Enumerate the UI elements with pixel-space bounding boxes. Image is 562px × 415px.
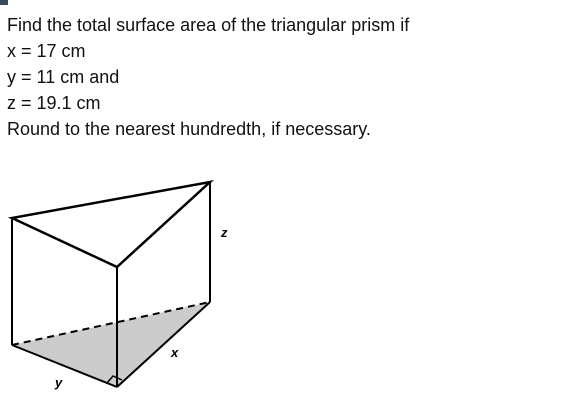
given-x: x = 17 cm — [7, 41, 86, 61]
rounding-instruction: Round to the nearest hundredth, if necessary. — [7, 119, 371, 139]
prism-base-shaded — [12, 302, 210, 387]
question-prompt: Find the total surface area of the triangular prism if — [7, 15, 410, 35]
given-y: y = 11 cm and — [7, 67, 120, 87]
label-y: y — [55, 375, 63, 390]
given-z: z = 19.1 cm — [7, 93, 101, 113]
prism-top-face — [12, 182, 210, 267]
label-x: x — [171, 345, 179, 360]
label-z: z — [221, 225, 228, 240]
